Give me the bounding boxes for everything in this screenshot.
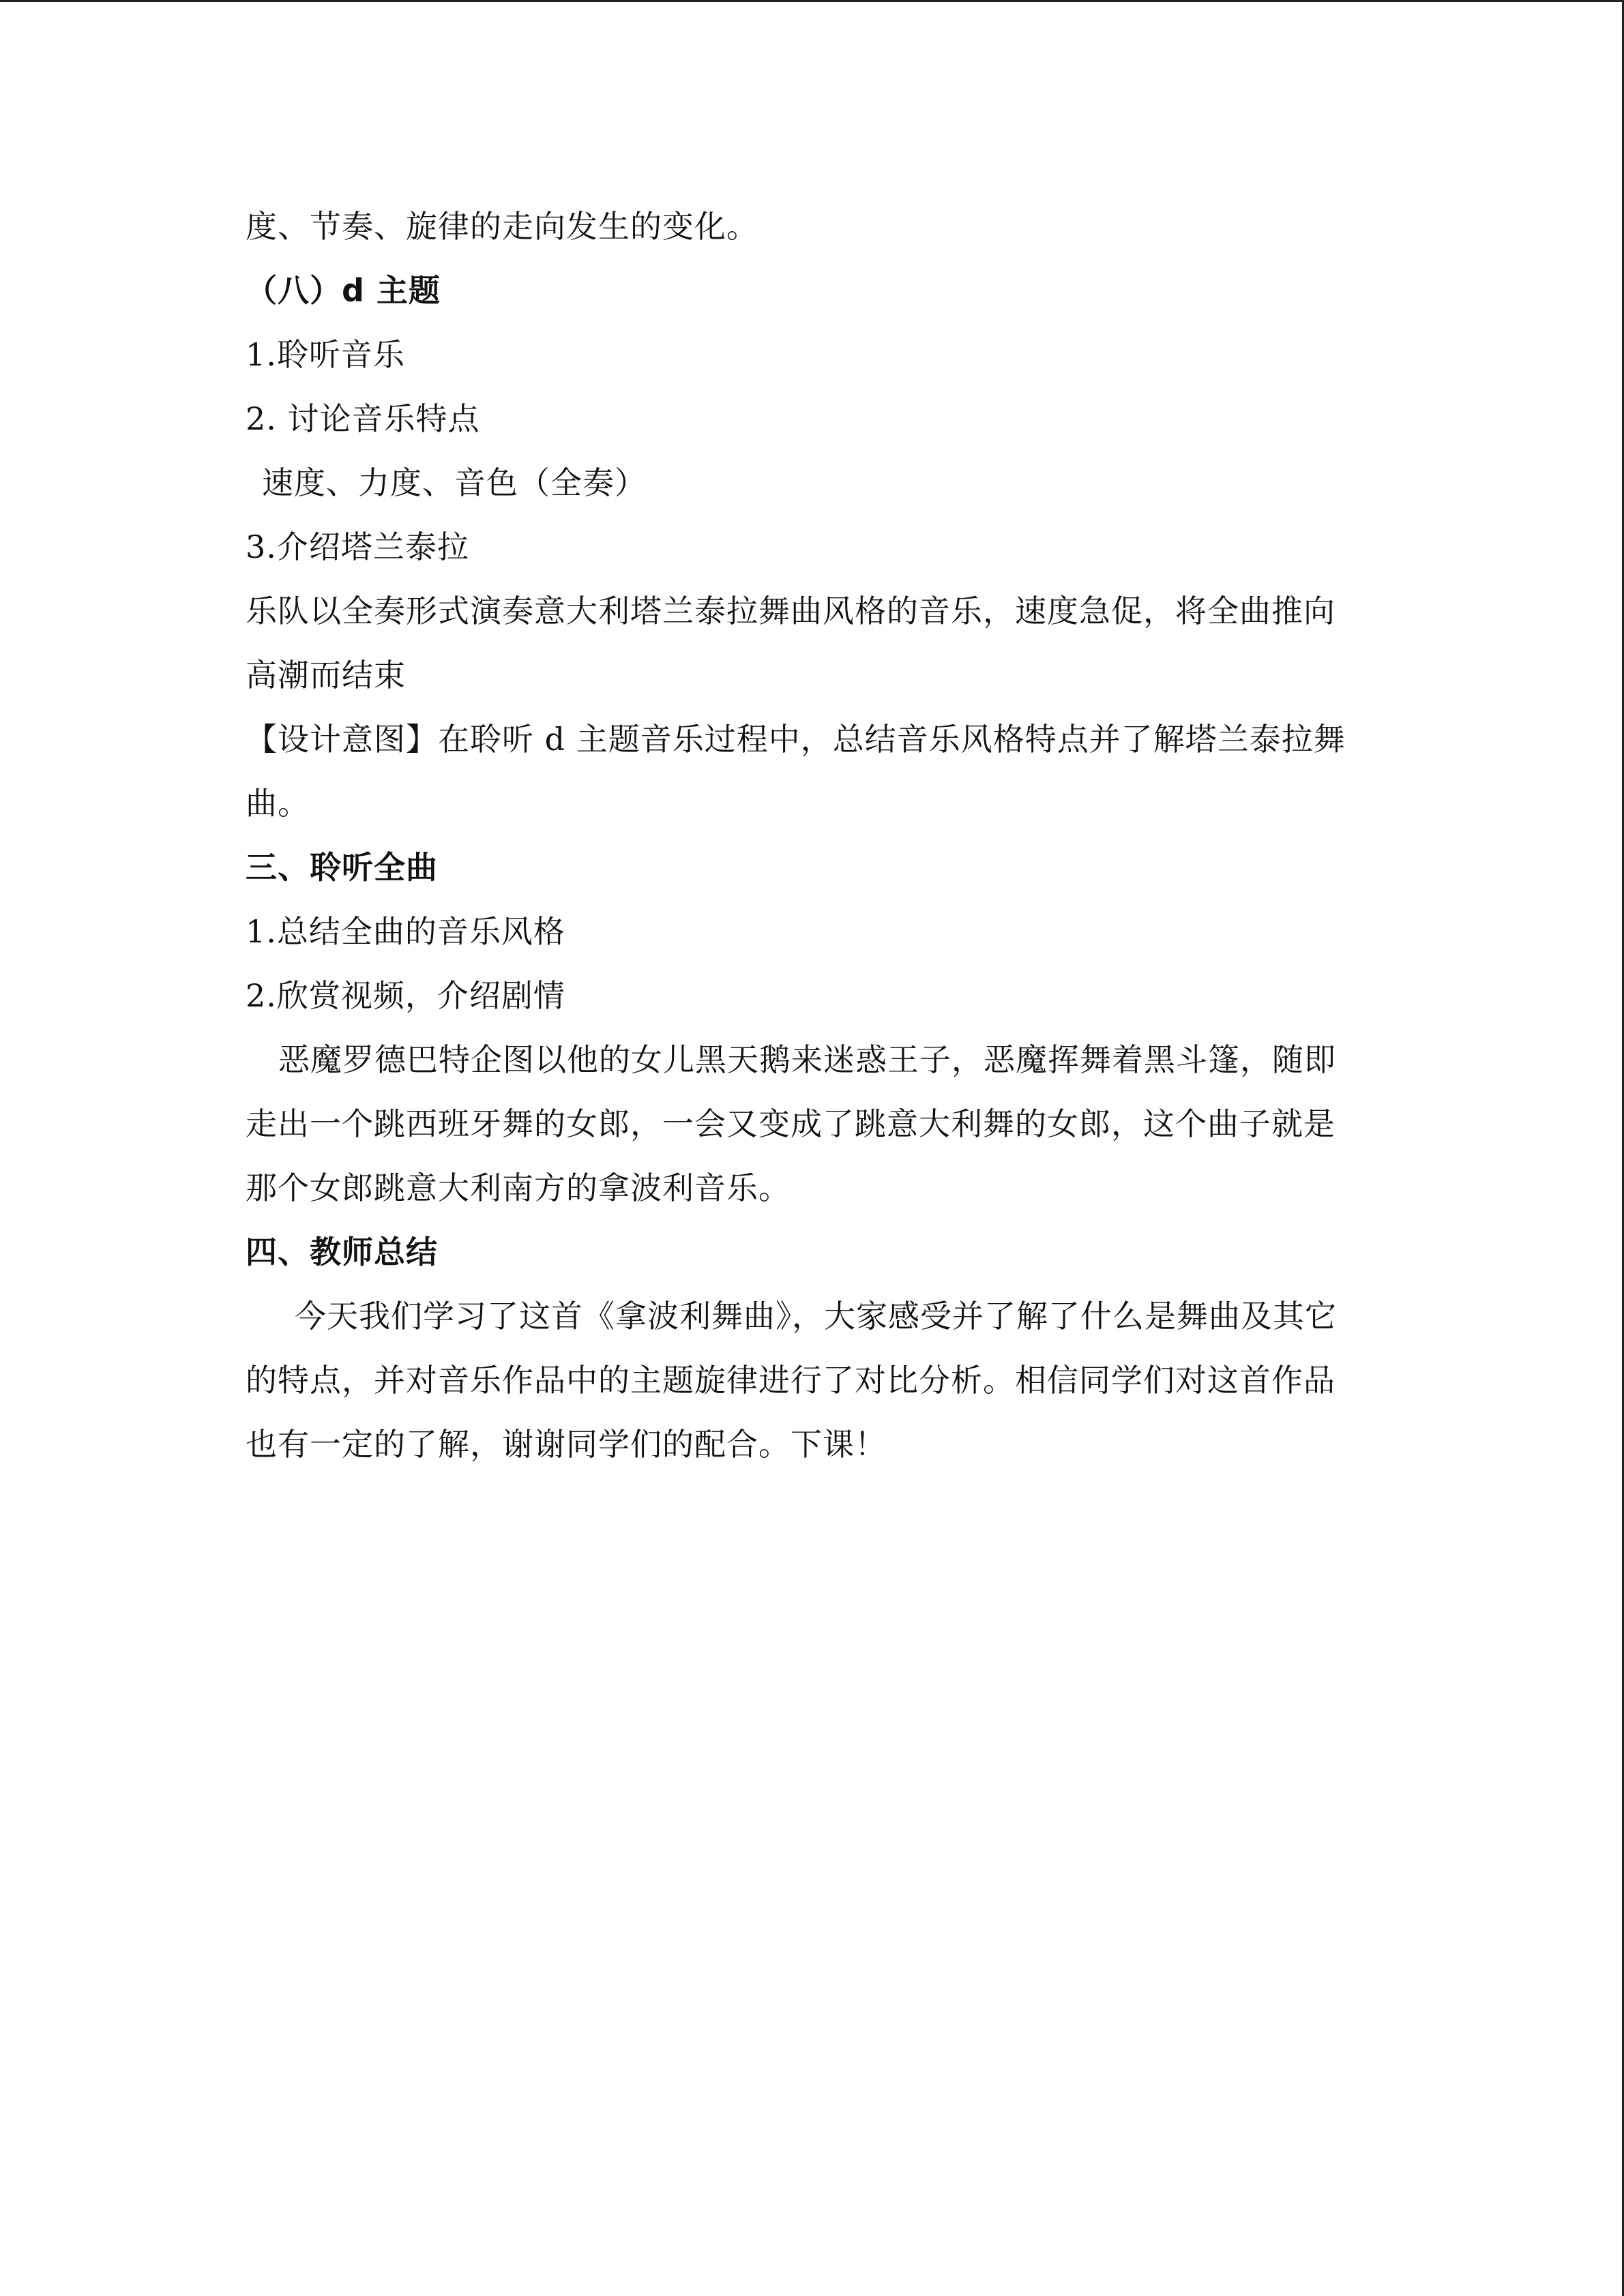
section-heading-d-theme: （八）d 主题: [246, 272, 441, 309]
section-heading-teacher-summary: 四、教师总结: [246, 1234, 438, 1270]
paragraph-line: 今天我们学习了这首《拿波利舞曲》，大家感受并了解了什么是舞曲及其它: [295, 1298, 1337, 1335]
paragraph-line: 曲。: [246, 785, 310, 822]
section-heading-listen-full: 三、聆听全曲: [246, 849, 438, 886]
page-top-border: [0, 0, 1624, 2]
paragraph-line: 那个女郎跳意大利南方的拿波利音乐。: [246, 1169, 791, 1206]
paragraph-line: 走出一个跳西班牙舞的女郎，一会又变成了跳意大利舞的女郎，这个曲子就是: [246, 1105, 1335, 1142]
list-item: 3.介绍塔兰泰拉: [246, 528, 469, 565]
paragraph-line: 乐队以全奏形式演奏意大利塔兰泰拉舞曲风格的音乐，速度急促，将全曲推向: [246, 593, 1335, 629]
list-item: 2.欣赏视频，介绍剧情: [246, 977, 565, 1014]
paragraph-line: 恶魔罗德巴特企图以他的女儿黑天鹅来迷惑王子，恶魔挥舞着黑斗篷，随即: [278, 1041, 1336, 1078]
list-item: 2. 讨论音乐特点: [246, 400, 480, 437]
list-item: 1.总结全曲的音乐风格: [246, 913, 565, 950]
paragraph-line: 也有一定的了解，谢谢同学们的配合。下课！: [246, 1426, 887, 1463]
paragraph-line: 度、节奏、旋律的走向发生的变化。: [246, 208, 758, 245]
list-item: 1.聆听音乐: [246, 336, 405, 373]
paragraph-line: 速度、力度、音色（全奏）: [262, 464, 647, 501]
paragraph-line: 的特点，并对音乐作品中的主题旋律进行了对比分析。相信同学们对这首作品: [246, 1362, 1335, 1399]
document-page: [246, 194, 1364, 1476]
paragraph-line: 高潮而结束: [246, 657, 406, 694]
design-intent-line: 【设计意图】在聆听 d 主题音乐过程中，总结音乐风格特点并了解塔兰泰拉舞: [246, 721, 1346, 758]
